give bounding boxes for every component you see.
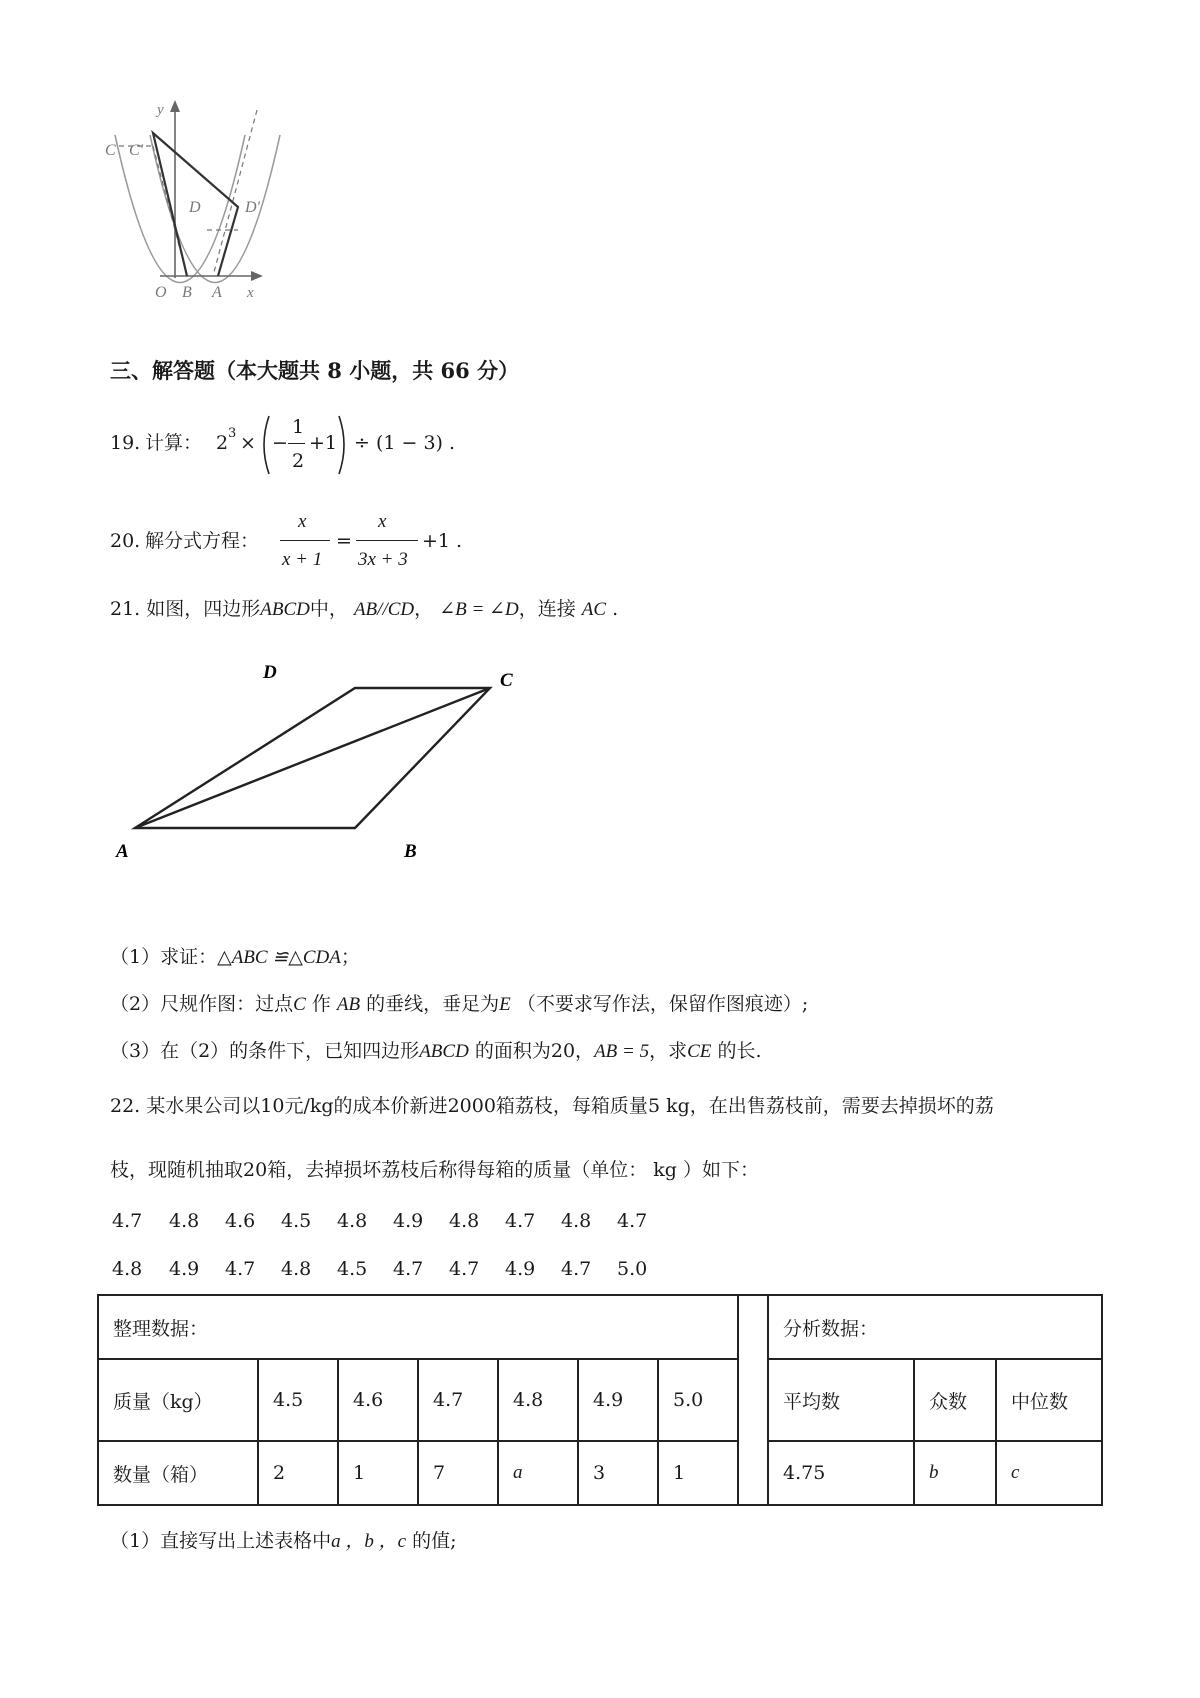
data-value: 4.8	[337, 1210, 368, 1232]
dashed-line-axis-sym	[213, 110, 257, 276]
q21-part2-c: C	[293, 994, 306, 1015]
count-cell: 2	[258, 1441, 338, 1505]
mass-cell: 4.7	[418, 1359, 498, 1441]
label-b: B	[182, 284, 192, 301]
q20-fraction-bar-2	[356, 540, 418, 541]
q21-part3-area: 的面积为	[474, 1040, 551, 1062]
q19-base: 2	[216, 432, 229, 454]
q21-part1-congruence: △ABC ≌△CDA	[217, 947, 341, 968]
table-row	[98, 1441, 1102, 1505]
q21-ac: AC	[581, 599, 607, 620]
q21-part3-ask: ，求	[649, 1040, 688, 1062]
y-axis-arrow	[170, 100, 180, 112]
stat-header-median: 中位数	[996, 1359, 1102, 1441]
q19-exponent: 3	[228, 426, 237, 441]
q22-line2-c: ）如下：	[683, 1159, 760, 1181]
q22-line2-b: 箱，去掉损坏荔枝后称得每箱的质量（单位：	[267, 1159, 648, 1181]
q19-numerator: 1	[292, 416, 305, 438]
q20-equals: =	[336, 530, 352, 552]
q19-times: ×	[240, 432, 256, 454]
q22-unit-price: 元/kg	[284, 1095, 334, 1117]
label-d: D	[263, 662, 277, 683]
q21-part3-20: 20	[550, 1040, 576, 1062]
label-c-prime: C'	[129, 142, 144, 159]
data-value: 4.9	[393, 1210, 424, 1232]
x-axis-arrow	[251, 271, 263, 281]
data-value: 4.8	[169, 1210, 200, 1232]
mass-cell: 4.8	[498, 1359, 578, 1441]
data-value: 4.6	[225, 1210, 256, 1232]
q21-stem-2: 中，	[309, 598, 348, 620]
count-cell: 3	[578, 1441, 658, 1505]
data-value: 4.7	[561, 1258, 592, 1280]
stat-value-mean: 4.75	[768, 1441, 914, 1505]
q21-part3-ab5: AB = 5	[594, 1041, 650, 1062]
mass-cell: 4.6	[338, 1359, 418, 1441]
question-20	[110, 508, 630, 578]
label-a: A	[212, 284, 222, 301]
q19-left-paren	[258, 414, 272, 476]
q20-number: 20.	[110, 530, 141, 552]
parallelogram-figure	[110, 655, 530, 870]
mass-cell: 4.9	[578, 1359, 658, 1441]
q22-line-1	[110, 1097, 994, 1116]
table-header-row	[98, 1295, 1102, 1359]
data-value: 4.8	[281, 1258, 312, 1280]
q21-abcd: ABCD	[260, 599, 310, 620]
q21-number: 21.	[110, 598, 141, 620]
mass-header: 质量（kg）	[98, 1359, 258, 1441]
data-value: 4.5	[337, 1258, 368, 1280]
q20-fraction-bar-1	[280, 540, 330, 541]
q22-line1-d: ，在出售荔枝前，需要去掉损坏的荔	[689, 1095, 994, 1117]
q20-denominator-1: x + 1	[282, 549, 323, 570]
q19-prefix: 计算：	[145, 432, 203, 454]
q21-part3-end: 的长.	[717, 1040, 762, 1062]
q22-line1-c: 箱荔枝，每箱质量	[495, 1095, 648, 1117]
q21-part1-end: ；	[340, 946, 360, 968]
q20-denominator-2: 3x + 3	[358, 549, 408, 570]
count-cell: a	[498, 1441, 578, 1505]
q19-fraction-bar	[288, 443, 305, 444]
q22-line-2	[110, 1161, 759, 1180]
q22-part1-prefix: （1）直接写出上述表格中	[110, 1530, 332, 1552]
parabola-graph	[105, 100, 285, 335]
question-19	[110, 412, 630, 482]
q21-part2-foot: 的垂线，垂足为	[366, 993, 500, 1015]
q20-numerator-1: x	[298, 511, 307, 532]
data-value: 4.7	[617, 1210, 648, 1232]
q21-part-2	[110, 995, 808, 1014]
q22-line1-a: 某水果公司以	[146, 1095, 261, 1117]
count-header: 数量（箱）	[98, 1441, 258, 1505]
q21-part3-ce: CE	[687, 1041, 712, 1062]
q20-prefix: 解分式方程：	[145, 530, 260, 552]
analyze-data-label: 分析数据：	[768, 1295, 1102, 1359]
data-value: 4.9	[505, 1258, 536, 1280]
q21-part2-note: （不要求写作法，保留作图痕迹）;	[516, 993, 809, 1015]
data-value: 4.7	[505, 1210, 536, 1232]
table-row	[98, 1359, 1102, 1441]
q22-mass: 5 kg	[647, 1095, 690, 1117]
data-value: 5.0	[617, 1258, 648, 1280]
q21-stem-1: 如图，四边形	[146, 598, 261, 620]
count-cell: 7	[418, 1441, 498, 1505]
q21-part-1	[110, 948, 360, 967]
stat-value-mode: b	[914, 1441, 996, 1505]
q22-number: 22.	[110, 1095, 141, 1117]
q20-numerator-2: x	[378, 511, 387, 532]
count-cell: 1	[658, 1441, 738, 1505]
q19-plus-one: +1	[309, 432, 338, 454]
organize-data-label: 整理数据：	[98, 1295, 738, 1359]
data-value: 4.8	[561, 1210, 592, 1232]
q21-stem-3: ，连接	[518, 598, 576, 620]
q21-comma: ，	[414, 598, 434, 620]
q22-price: 10	[260, 1095, 285, 1117]
q21-part1-prefix: （1）求证：	[110, 946, 218, 968]
q20-rest: +1 .	[422, 530, 463, 552]
data-value: 4.7	[393, 1258, 424, 1280]
label-o: O	[155, 284, 167, 301]
q22-data-table	[97, 1294, 1103, 1506]
mass-cell: 4.5	[258, 1359, 338, 1441]
table-spacer	[738, 1295, 768, 1505]
q21-part3-comma: ，	[575, 1040, 595, 1062]
q21-stem	[110, 600, 618, 619]
q19-rest: ÷ (1 − 3) .	[354, 432, 456, 454]
label-b: B	[404, 841, 417, 862]
data-value: 4.7	[225, 1258, 256, 1280]
q21-angle-equality: ∠B = ∠D	[439, 599, 519, 620]
q19-minus: −	[272, 432, 288, 454]
section-heading: 三、解答题（本大题共 8 小题，共 66 分）	[110, 358, 520, 383]
q21-part2-make: 作	[311, 993, 331, 1015]
data-value: 4.5	[281, 1210, 312, 1232]
label-d-prime: D'	[245, 199, 260, 216]
data-value: 4.8	[449, 1210, 480, 1232]
q22-line1-b: 的成本价新进	[333, 1095, 448, 1117]
data-value: 4.8	[112, 1258, 143, 1280]
q21-part2-prefix: （2）尺规作图：过点	[110, 993, 294, 1015]
mass-cell: 5.0	[658, 1359, 738, 1441]
label-a: A	[116, 841, 129, 862]
count-cell: 1	[338, 1441, 418, 1505]
q21-part-3	[110, 1042, 762, 1061]
q22-boxes: 2000	[447, 1095, 496, 1117]
q21-part2-ab: AB	[336, 994, 361, 1015]
q22-line2-a: 枝，现随机抽取	[110, 1159, 244, 1181]
q22-part1-end: 的值;	[412, 1530, 457, 1552]
label-c: C	[500, 670, 513, 691]
stat-header-mode: 众数	[914, 1359, 996, 1441]
x-label: x	[247, 285, 254, 301]
q21-period: .	[612, 598, 619, 620]
data-value: 4.7	[449, 1258, 480, 1280]
q19-denominator: 2	[292, 450, 305, 472]
q21-part2-e: E	[499, 994, 511, 1015]
label-d: D	[189, 199, 201, 216]
y-label: y	[157, 102, 164, 118]
q22-sample: 20	[243, 1159, 268, 1181]
data-value: 4.7	[112, 1210, 143, 1232]
q22-part1-vars: a ，b ，c	[331, 1531, 407, 1552]
q21-part3-abcd: ABCD	[419, 1041, 469, 1062]
diagonal-ac	[135, 688, 490, 828]
stat-value-median: c	[996, 1441, 1102, 1505]
data-value: 4.9	[169, 1258, 200, 1280]
q21-part3-prefix: （3）在（2）的条件下，已知四边形	[110, 1040, 420, 1062]
stat-header-mean: 平均数	[768, 1359, 914, 1441]
q22-unit: kg	[653, 1159, 677, 1181]
label-c: C	[105, 142, 116, 159]
q19-right-paren	[336, 414, 350, 476]
q22-part-1	[110, 1532, 456, 1551]
q21-ab-parallel-cd: AB//CD	[353, 599, 415, 620]
q19-number: 19.	[110, 432, 141, 454]
